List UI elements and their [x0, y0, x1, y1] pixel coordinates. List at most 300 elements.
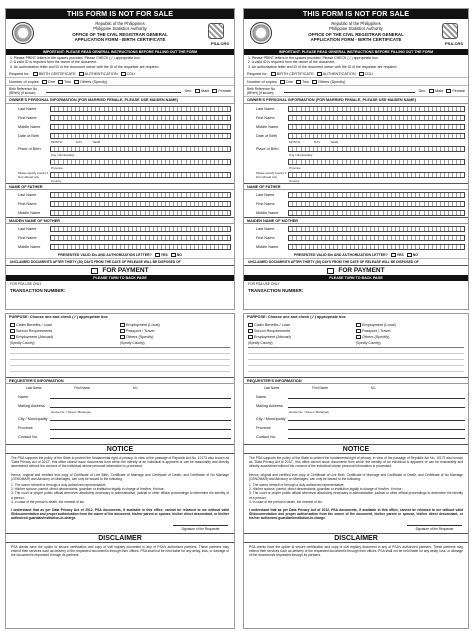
mother-last-input[interactable]	[50, 226, 231, 232]
specify-country-2: (Specify Country)	[120, 341, 145, 345]
country-line: Republic of the Philippines	[331, 21, 381, 26]
dob-input[interactable]	[50, 133, 231, 139]
notice-heading: NOTICE	[6, 444, 234, 454]
male-checkbox[interactable]	[195, 89, 200, 93]
owner-middle-name	[6, 122, 234, 131]
req-city-label: City / Municipality	[18, 416, 48, 421]
country-sublabel: Country	[289, 179, 300, 184]
mother-last-name	[6, 224, 234, 233]
req-name-input[interactable]	[50, 395, 231, 399]
bren-row	[244, 86, 468, 97]
passport-checkbox[interactable]	[120, 329, 125, 333]
req-first-label: First Name	[312, 386, 329, 390]
others-purpose-label: Others (Specify)	[362, 335, 390, 339]
instructions	[244, 55, 468, 70]
house-sublabel: House No. / Street / Barangay	[289, 410, 330, 414]
mother-first-name	[244, 233, 468, 242]
requester-heading: REQUESTER'S INFORMATION	[244, 377, 468, 384]
req-city-input[interactable]	[288, 417, 465, 421]
purpose-lines	[10, 347, 230, 377]
male-label: Male	[201, 89, 210, 94]
psa-seal-icon	[12, 22, 34, 44]
month-label: MONTH	[289, 140, 300, 145]
mother-heading: MAIDEN NAME OF MOTHER	[6, 217, 234, 224]
req-city-input[interactable]	[50, 417, 231, 421]
country-input[interactable]	[288, 172, 465, 178]
birth-cert-label: BIRTH CERTIFICATE	[276, 71, 314, 76]
employment-abroad-checkbox[interactable]	[10, 335, 15, 339]
father-heading: NAME OF FATHER	[244, 183, 468, 190]
middle-name-label: Middle Name	[18, 124, 41, 129]
notice-p2: Hence, original and certified true copy of Certificate of Live Birth, Certificate of Marriage and Certificate of Death, and Certificate of No Marriage (CENOMAR) and Advisory on Marriages, can only be issued to the following:	[11, 472, 229, 481]
dob-label: Date of Birth	[256, 133, 278, 138]
psa-crs-label: PSA-CRS	[210, 41, 229, 46]
others-purpose-checkbox[interactable]	[120, 335, 125, 339]
f-last-label: Last Name	[18, 192, 37, 197]
house-sublabel: House No. / Street / Barangay	[51, 410, 92, 414]
mailing-input[interactable]	[50, 404, 231, 408]
owner-middle-name	[244, 122, 468, 131]
authentication-checkbox[interactable]	[79, 72, 84, 76]
month-label: MONTH	[51, 140, 62, 145]
female-checkbox[interactable]	[212, 89, 217, 93]
requester-city	[6, 414, 234, 423]
father-heading: NAME OF FATHER	[6, 183, 234, 190]
authentication-label: AUTHENTICATION	[322, 71, 356, 76]
authentication-label: AUTHENTICATION	[84, 71, 118, 76]
one-copy-checkbox[interactable]	[280, 80, 285, 84]
req-province-label: Province	[256, 425, 271, 430]
specify-country-1: (Specify Country)	[248, 341, 273, 345]
pob-province-input[interactable]	[50, 159, 231, 165]
purpose-heading: PURPOSE: Choose one and check (✓) appropriate box	[247, 315, 346, 319]
mother-heading: MAIDEN NAME OF MOTHER	[244, 217, 468, 224]
owner-country	[6, 170, 234, 179]
psa-crs-label: PSA-CRS	[444, 41, 463, 46]
sex-label: Sex:	[418, 89, 427, 94]
first-name-input[interactable]	[50, 115, 231, 121]
request-for-label: Request for:	[9, 71, 30, 76]
birth-cert-checkbox[interactable]	[271, 72, 276, 76]
mother-middle-name	[244, 242, 468, 251]
requester-province	[244, 423, 468, 432]
signature-line	[6, 523, 234, 533]
purpose-options	[244, 321, 468, 347]
one-label: One	[47, 79, 55, 84]
employment-abroad-label: Employment (Abroad)	[254, 335, 291, 339]
signature-label: Signature of the Requester	[173, 525, 228, 531]
requester-contact	[6, 432, 234, 441]
passport-label: Passport / Travel	[362, 329, 391, 333]
f-middle-label: Middle Name	[18, 210, 41, 215]
employment-local-label: Employment (Local)	[362, 323, 396, 327]
contact-input[interactable]	[288, 435, 465, 439]
bren-row	[6, 86, 234, 97]
notice-p1: The PSA supports the policy of the State to protect the fundamental right of privacy. In view of the passage of Republic Act No. 10173 also known as "Data Privacy Act of 2012", this office cannot issue documents from which the identity of an individual is apparent or can be reasonably and directly ascertained without the consent of the individual whose personal information is processed.	[249, 456, 463, 469]
mother-middle-input[interactable]	[50, 244, 231, 250]
owner-last-name	[6, 104, 234, 113]
requester-name	[244, 392, 468, 401]
agency-line: Philippine Statistics Authority	[93, 26, 147, 32]
pob-city-input[interactable]	[288, 146, 465, 152]
owner-country	[244, 170, 468, 179]
unclaimed-note: UNCLAIMED DOCUMENTS AFTER THIRTY (30) DAYS FROM THE DATE OF RELEASE WILL BE DISPOSED OF	[10, 260, 181, 265]
m-first-label: First Name	[18, 235, 37, 240]
instruction-1: 1. Please PRINT letters in the spaces provided. Please CHECK (✓) appropriate box.	[10, 56, 141, 60]
bren-label: Birth Reference No. (BReN) (If known):	[9, 87, 38, 96]
instruction-3: 3. An authorization letter and ID of the document owner with the ID of the requester are required.	[248, 64, 398, 69]
last-name-input[interactable]	[288, 106, 465, 112]
req-last-label: Last Name	[26, 386, 42, 390]
notice-item-1: 1. The owner himself or through a duly authorized representative;	[249, 483, 345, 488]
last-name-input[interactable]	[50, 106, 231, 112]
req-mi-label: M.I.	[133, 386, 139, 390]
agency-line: Philippine Statistics Authority	[329, 26, 383, 32]
turn-page-bar: PLEASE TURN TO BACK PAGE	[6, 275, 234, 281]
father-last-name	[6, 190, 234, 199]
purpose-lines	[248, 347, 464, 377]
for-psa-only: FOR PSA USE ONLY	[10, 282, 42, 287]
pob-label: Place of Birth	[256, 146, 279, 151]
male-label: Male	[435, 89, 444, 94]
requester-province	[6, 423, 234, 432]
yes-label: YES	[160, 252, 168, 257]
passport-label: Passport / Travel	[126, 329, 155, 333]
notice-p1: The PSA supports the policy of the State to protect the fundamental right of privacy. In view of the passage of Republic Act No. 10173 also known as "Data Privacy Act of 2012", this office cannot issue documents from which the identity of an individual is apparent or can be reasonably and directly ascertained without the consent of the individual whose personal information is processed.	[11, 456, 229, 469]
form-title: APPLICATION FORM - BIRTH CERTIFICATE	[310, 36, 402, 42]
mother-first-input[interactable]	[50, 235, 231, 241]
for-payment-label: FOR PAYMENT	[338, 267, 385, 275]
instruction-2: 2. A valid ID is required from the owner of the document.	[248, 60, 336, 65]
request-for-row	[244, 70, 468, 78]
owner-first-name	[6, 113, 234, 122]
turn-page-bar: PLEASE TURN TO BACK PAGE	[244, 275, 468, 281]
claim-benefits-checkbox[interactable]	[248, 323, 253, 327]
req-province-label: Province	[18, 425, 33, 430]
male-checkbox[interactable]	[429, 89, 434, 93]
owner-province	[6, 157, 234, 166]
father-last-input[interactable]	[50, 192, 231, 198]
pob-city-input[interactable]	[50, 146, 231, 152]
copies-label: Number of copies	[247, 79, 277, 84]
m-middle-label: Middle Name	[256, 244, 279, 249]
passport-checkbox[interactable]	[356, 329, 361, 333]
request-for-row	[6, 70, 234, 78]
employment-abroad-label: Employment (Abroad)	[16, 335, 53, 339]
specify-country-2: (Specify Country)	[356, 341, 381, 345]
dob-label: Date of Birth	[18, 133, 40, 138]
two-label: Two	[301, 79, 309, 84]
for-payment-row	[244, 265, 468, 275]
birth-cert-checkbox[interactable]	[33, 72, 38, 76]
notice-items	[244, 483, 468, 506]
employment-abroad-checkbox[interactable]	[248, 335, 253, 339]
father-first-input[interactable]	[50, 201, 231, 207]
for-payment-checkbox[interactable]	[91, 268, 98, 274]
not-for-sale-banner: THIS FORM IS NOT FOR SALE	[6, 9, 234, 19]
province-sublabel: Province	[51, 166, 63, 171]
form-title: APPLICATION FORM - BIRTH CERTIFICATE	[74, 36, 166, 42]
one-copy-checkbox[interactable]	[42, 80, 47, 84]
father-middle-input[interactable]	[50, 210, 231, 216]
for-payment-label: FOR PAYMENT	[102, 267, 149, 275]
father-first-name	[6, 199, 234, 208]
disclaimer-text: PSA clients have the option to secure certification and copy of civil registry document in any of PSA's authorized partners. These partners may extend their services such as delivery of the requested document/s through their offices. PSA shall not be held liable for any delay, loss, or damage of the document/s requested through its partners.	[249, 544, 463, 558]
others-copy-checkbox[interactable]	[74, 80, 79, 84]
others-purpose-checkbox[interactable]	[356, 335, 361, 339]
instructions	[6, 55, 234, 70]
copies-label: Number of copies	[9, 79, 39, 84]
day-label: DAY	[314, 140, 321, 145]
disclaimer-heading: DISCLAIMER	[6, 533, 234, 543]
f-first-label: First Name	[256, 201, 275, 206]
mother-middle-name	[6, 242, 234, 251]
owner-dob	[244, 131, 468, 140]
req-name-label: Name	[256, 394, 267, 399]
father-middle-name	[6, 208, 234, 217]
employment-local-checkbox[interactable]	[356, 323, 361, 327]
first-name-label: First Name	[256, 115, 275, 120]
m-last-label: Last Name	[18, 226, 37, 231]
requester-city	[244, 414, 468, 423]
purpose-options	[6, 321, 234, 347]
copies-row	[6, 78, 234, 86]
school-req-label: School Requirements	[16, 329, 53, 333]
bren-input[interactable]	[46, 89, 181, 93]
owner-info-heading: OWNER'S PERSONAL INFORMATION (FOR MARRIED FEMALE, PLEASE USE MAIDEN NAME)	[244, 97, 468, 104]
school-req-label: School Requirements	[254, 329, 291, 333]
req-city-label: City / Municipality	[256, 416, 286, 421]
father-middle-input[interactable]	[288, 210, 465, 216]
name-sublabels	[6, 384, 234, 392]
claim-benefits-label: Claim Benefits / Loan	[254, 323, 291, 327]
middle-name-input[interactable]	[50, 124, 231, 130]
name-sublabels	[244, 384, 468, 392]
notice-item-2: 2. His/her spouse, parent, direct descendants, guardian or institution legally in-charge of him/her, if minor;	[249, 487, 403, 492]
female-label: Female	[218, 89, 231, 94]
instruction-3: 3. An authorization letter and ID of the document owner with the ID of the requester are required.	[10, 64, 160, 69]
bren-label: Birth Reference No. (BReN) (If known):	[247, 87, 276, 96]
city-sublabel: City / Municipality	[289, 153, 313, 158]
father-last-name	[244, 190, 468, 199]
two-label: Two	[63, 79, 71, 84]
notice-p3: I understand that as per Data Privacy Act of 2012, PSA documents, if available in this office, cannot be released to me without valid ID/documentation and proper authorization from the owner of the document, his/her parent or spouse, his/her direct descendant, or his/her authorized guardian/institution-in-charge.	[11, 508, 229, 521]
unclaimed-note: UNCLAIMED DOCUMENTS AFTER THIRTY (30) DAYS FROM THE DATE OF RELEASE WILL BE DISPOSED OF	[248, 260, 419, 265]
office-line: OFFICE OF THE CIVIL REGISTRAR GENERAL	[72, 31, 168, 37]
school-req-checkbox[interactable]	[10, 329, 15, 333]
req-name-label: Name	[18, 394, 29, 399]
mother-first-input[interactable]	[288, 235, 465, 241]
form-header	[244, 19, 468, 49]
foreign-label: Please specify country if born abroad only	[256, 170, 287, 179]
school-req-checkbox[interactable]	[248, 329, 253, 333]
mailing-label: Mailing Address	[18, 403, 45, 408]
signature-label: Signature of the Requester	[407, 525, 462, 531]
mother-middle-input[interactable]	[288, 244, 465, 250]
purpose-heading: PURPOSE: Choose one and check (✓) appropriate box	[9, 315, 108, 319]
presented-id-label: PRESENTED VALID IDs AND AUTHORIZATION LETTER?	[58, 252, 152, 257]
sex-label: Sex:	[184, 89, 193, 94]
owner-place-of-birth	[6, 144, 234, 153]
f-middle-label: Middle Name	[256, 210, 279, 215]
two-copy-checkbox[interactable]	[58, 80, 63, 84]
birth-cert-label: BIRTH CERTIFICATE	[38, 71, 76, 76]
owner-first-name	[244, 113, 468, 122]
presented-id-label: PRESENTED VALID IDs AND AUTHORIZATION LETTER?	[294, 252, 388, 257]
mother-first-name	[6, 233, 234, 242]
instruction-1: 1. Please PRINT letters in the spaces provided. Please CHECK (✓) appropriate box.	[248, 56, 379, 60]
disclaimer-text: PSA clients have the option to secure certification and copy of civil registry document in any of PSA's authorized partners. These partners may extend their services such as delivery of the requested document/s through their offices. PSA shall not be held liable for any delay, loss, or damage of the document/s requested through its partners.	[11, 544, 229, 558]
notice-p2: Hence, original and certified true copy of Certificate of Live Birth, Certificate of Marriage and Certificate of Death, and Certificate of No Marriage (CENOMAR) and Advisory on Marriages, can only be issued to the following:	[249, 472, 463, 481]
yes-checkbox[interactable]	[391, 253, 396, 257]
request-for-label: Request for:	[247, 71, 268, 76]
mailing-label: Mailing Address	[256, 403, 283, 408]
f-last-label: Last Name	[256, 192, 275, 197]
notice-item-4: 4. In case of the person's death, the nearest of kin.	[249, 499, 323, 504]
requester-address	[244, 401, 468, 410]
cdli-label: CDLI	[364, 71, 374, 76]
psa-logo-icon	[208, 23, 224, 39]
notice-heading: NOTICE	[244, 444, 468, 454]
f-first-label: First Name	[18, 201, 37, 206]
notice-items	[6, 483, 234, 506]
no-checkbox[interactable]	[171, 253, 176, 257]
authentication-checkbox[interactable]	[317, 72, 322, 76]
for-payment-row	[6, 265, 234, 275]
front-page-right	[243, 8, 469, 310]
m-middle-label: Middle Name	[18, 244, 41, 249]
year-label: YEAR	[330, 140, 339, 145]
bren-input[interactable]	[284, 89, 415, 93]
requester-heading: REQUESTER'S INFORMATION	[6, 377, 234, 384]
middle-name-input[interactable]	[288, 124, 465, 130]
front-page-left	[5, 8, 235, 310]
notice-p3: I understand that as per Data Privacy Act of 2012, PSA documents, if available in this office, cannot be released to me without valid ID/documentation and proper authorization from the owner of the document, his/her parent or spouse, his/her direct descendant, or his/her authorized guardian/institution-in-charge.	[249, 508, 463, 521]
for-psa-only: FOR PSA USE ONLY	[248, 282, 280, 287]
last-name-label: Last Name	[256, 106, 275, 111]
owner-last-name	[244, 104, 468, 113]
specify-country-1: (Specify Country)	[10, 341, 35, 345]
two-copy-checkbox[interactable]	[296, 80, 301, 84]
notice-item-4: 4. In case of the person's death, the nearest of kin.	[11, 499, 85, 504]
back-page-right	[243, 313, 469, 629]
others-label: Others (Specify)	[79, 79, 108, 84]
country-input[interactable]	[50, 172, 231, 178]
female-label: Female	[452, 89, 465, 94]
contact-label: Contact No.	[18, 434, 39, 439]
father-first-input[interactable]	[288, 201, 465, 207]
owner-info-heading: OWNER'S PERSONAL INFORMATION (FOR MARRIED FEMALE, PLEASE USE MAIDEN NAME)	[6, 97, 234, 104]
others-label: Others (Specify)	[317, 79, 346, 84]
first-name-input[interactable]	[288, 115, 465, 121]
notice-item-3: 3. The court or proper public official whenever absolutely necessary in administrative, judicial or other official proceedings to determine the identity of a person;	[249, 491, 463, 500]
req-province-input[interactable]	[288, 426, 465, 430]
req-name-input[interactable]	[288, 395, 465, 399]
req-last-label: Last Name	[264, 386, 280, 390]
psa-logo-icon	[442, 23, 458, 39]
mailing-input[interactable]	[288, 404, 465, 408]
female-checkbox[interactable]	[446, 89, 451, 93]
notice-item-2: 2. His/her spouse, parent, direct descendants, guardian or institution legally in-charge of him/her, if minor;	[11, 487, 165, 492]
no-label: NO	[412, 252, 418, 257]
others-copy-checkbox[interactable]	[312, 80, 317, 84]
requester-contact	[244, 432, 468, 441]
requester-name	[6, 392, 234, 401]
mother-last-name	[244, 224, 468, 233]
for-payment-checkbox[interactable]	[327, 268, 334, 274]
owner-place-of-birth	[244, 144, 468, 153]
year-label: YEAR	[92, 140, 101, 145]
no-checkbox[interactable]	[407, 253, 412, 257]
employment-local-label: Employment (Local)	[126, 323, 160, 327]
last-name-label: Last Name	[18, 106, 37, 111]
presented-id-row	[244, 251, 468, 259]
req-province-input[interactable]	[50, 426, 231, 430]
claim-benefits-checkbox[interactable]	[10, 323, 15, 327]
instruction-2: 2. A valid ID is required from the owner of the document.	[10, 60, 98, 65]
disclaimer-heading: DISCLAIMER	[244, 533, 468, 543]
owner-dob	[6, 131, 234, 140]
m-first-label: First Name	[256, 235, 275, 240]
presented-id-row	[6, 251, 234, 259]
first-name-label: First Name	[18, 115, 37, 120]
m-last-label: Last Name	[256, 226, 275, 231]
yes-label: YES	[396, 252, 404, 257]
back-page-left	[5, 313, 235, 629]
form-header	[6, 19, 234, 49]
one-label: One	[285, 79, 293, 84]
pob-province-input[interactable]	[288, 159, 465, 165]
father-first-name	[244, 199, 468, 208]
cdli-checkbox[interactable]	[359, 72, 364, 76]
father-middle-name	[244, 208, 468, 217]
no-label: NO	[176, 252, 182, 257]
important-bar: IMPORTANT: PLEASE READ GENERAL INSTRUCTIONS BEFORE FILLING OUT THE FORM	[6, 49, 234, 55]
city-sublabel: City / Municipality	[51, 153, 75, 158]
employment-local-checkbox[interactable]	[120, 323, 125, 327]
notice-item-1: 1. The owner himself or through a duly authorized representative;	[11, 483, 107, 488]
psa-seal-icon	[250, 22, 272, 44]
copies-row	[244, 78, 468, 86]
not-for-sale-banner: THIS FORM IS NOT FOR SALE	[244, 9, 468, 19]
others-purpose-label: Others (Specify)	[126, 335, 154, 339]
middle-name-label: Middle Name	[256, 124, 279, 129]
req-first-label: First Name	[74, 386, 91, 390]
transaction-number: TRANSACTION NUMBER:	[248, 288, 304, 294]
dob-input[interactable]	[288, 133, 465, 139]
office-line: OFFICE OF THE CIVIL REGISTRAR GENERAL	[308, 31, 404, 37]
pob-label: Place of Birth	[18, 146, 41, 151]
contact-label: Contact No.	[256, 434, 277, 439]
transaction-number: TRANSACTION NUMBER:	[10, 288, 66, 294]
country-sublabel: Country	[51, 179, 62, 184]
province-sublabel: Province	[289, 166, 301, 171]
father-last-input[interactable]	[288, 192, 465, 198]
important-bar: IMPORTANT: PLEASE READ GENERAL INSTRUCTIONS BEFORE FILLING OUT THE FORM	[244, 49, 468, 55]
owner-province	[244, 157, 468, 166]
foreign-label: Please specify country if born abroad only	[18, 170, 49, 179]
cdli-label: CDLI	[126, 71, 136, 76]
country-line: Republic of the Philippines	[95, 21, 145, 26]
notice-item-3: 3. The court or proper public official whenever absolutely necessary in administrative, judicial or other official proceedings to determine the identity of a person;	[11, 491, 229, 500]
day-label: DAY	[76, 140, 83, 145]
cdli-checkbox[interactable]	[121, 72, 126, 76]
contact-input[interactable]	[50, 435, 231, 439]
mother-last-input[interactable]	[288, 226, 465, 232]
req-mi-label: M.I.	[371, 386, 377, 390]
signature-line	[244, 523, 468, 533]
yes-checkbox[interactable]	[155, 253, 160, 257]
